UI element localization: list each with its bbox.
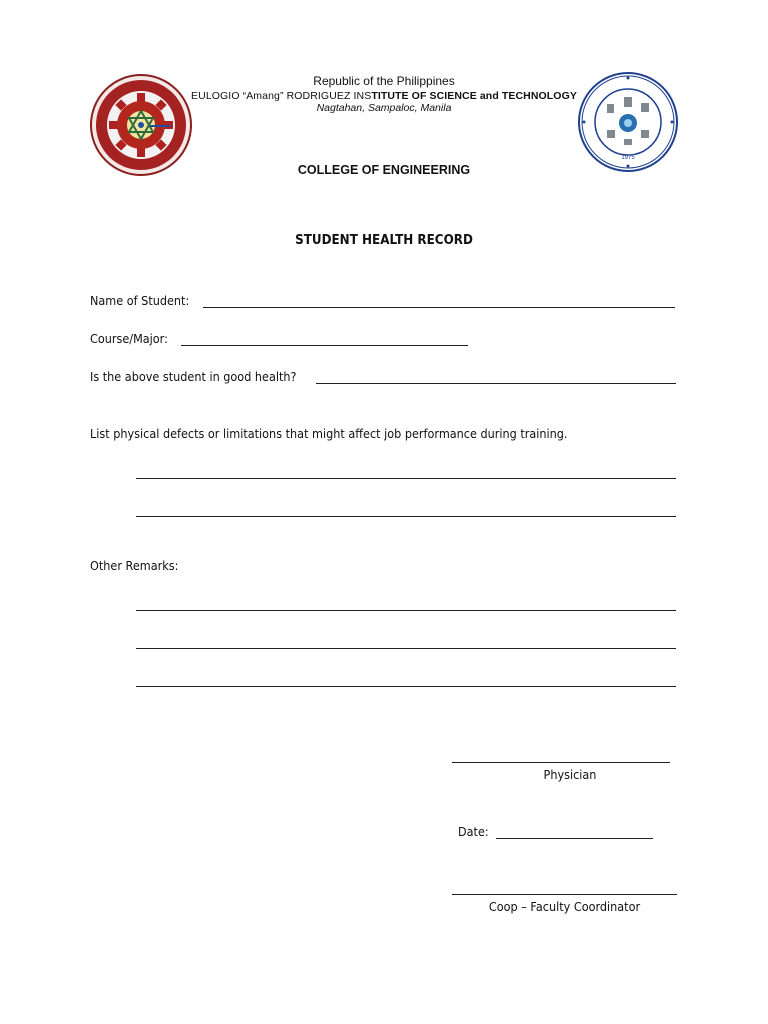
physician-signature-line[interactable] [452,762,670,763]
institute-name-part2: TITUTE OF SCIENCE and TECHNOLOGY [371,90,577,102]
date-field[interactable] [496,838,653,839]
course-field[interactable] [181,345,468,346]
right-seal-logo [577,70,679,174]
date-label: Date: [458,824,489,839]
physician-label: Physician [543,767,597,782]
defects-label: List physical defects or limitations that might affect job performance during training. [90,426,568,441]
country-line: Republic of the Philippines [313,74,455,88]
seal-year: 1975 [621,155,635,161]
course-label: Course/Major: [90,331,168,346]
coordinator-signature-line[interactable] [452,894,677,895]
college-name: COLLEGE OF ENGINEERING [297,163,471,177]
defects-line[interactable] [136,478,676,479]
institute-name [184,90,584,102]
remarks-label: Other Remarks: [90,558,179,573]
remarks-line[interactable] [136,686,676,687]
name-field[interactable] [203,307,675,308]
health-label: Is the above student in good health? [90,369,297,384]
coordinator-label: Coop – Faculty Coordinator [488,899,641,914]
defects-line[interactable] [136,516,676,517]
institute-name-part1: EULOGIO “Amang” RODRIGUEZ INS [191,90,372,102]
remarks-line[interactable] [136,648,676,649]
health-field[interactable] [316,383,676,384]
remarks-line[interactable] [136,610,676,611]
institute-address: Nagtahan, Sampaloc, Manila [316,102,452,114]
form-title: STUDENT HEALTH RECORD [295,233,473,248]
left-seal-logo [88,73,194,177]
name-label: Name of Student: [90,293,190,308]
